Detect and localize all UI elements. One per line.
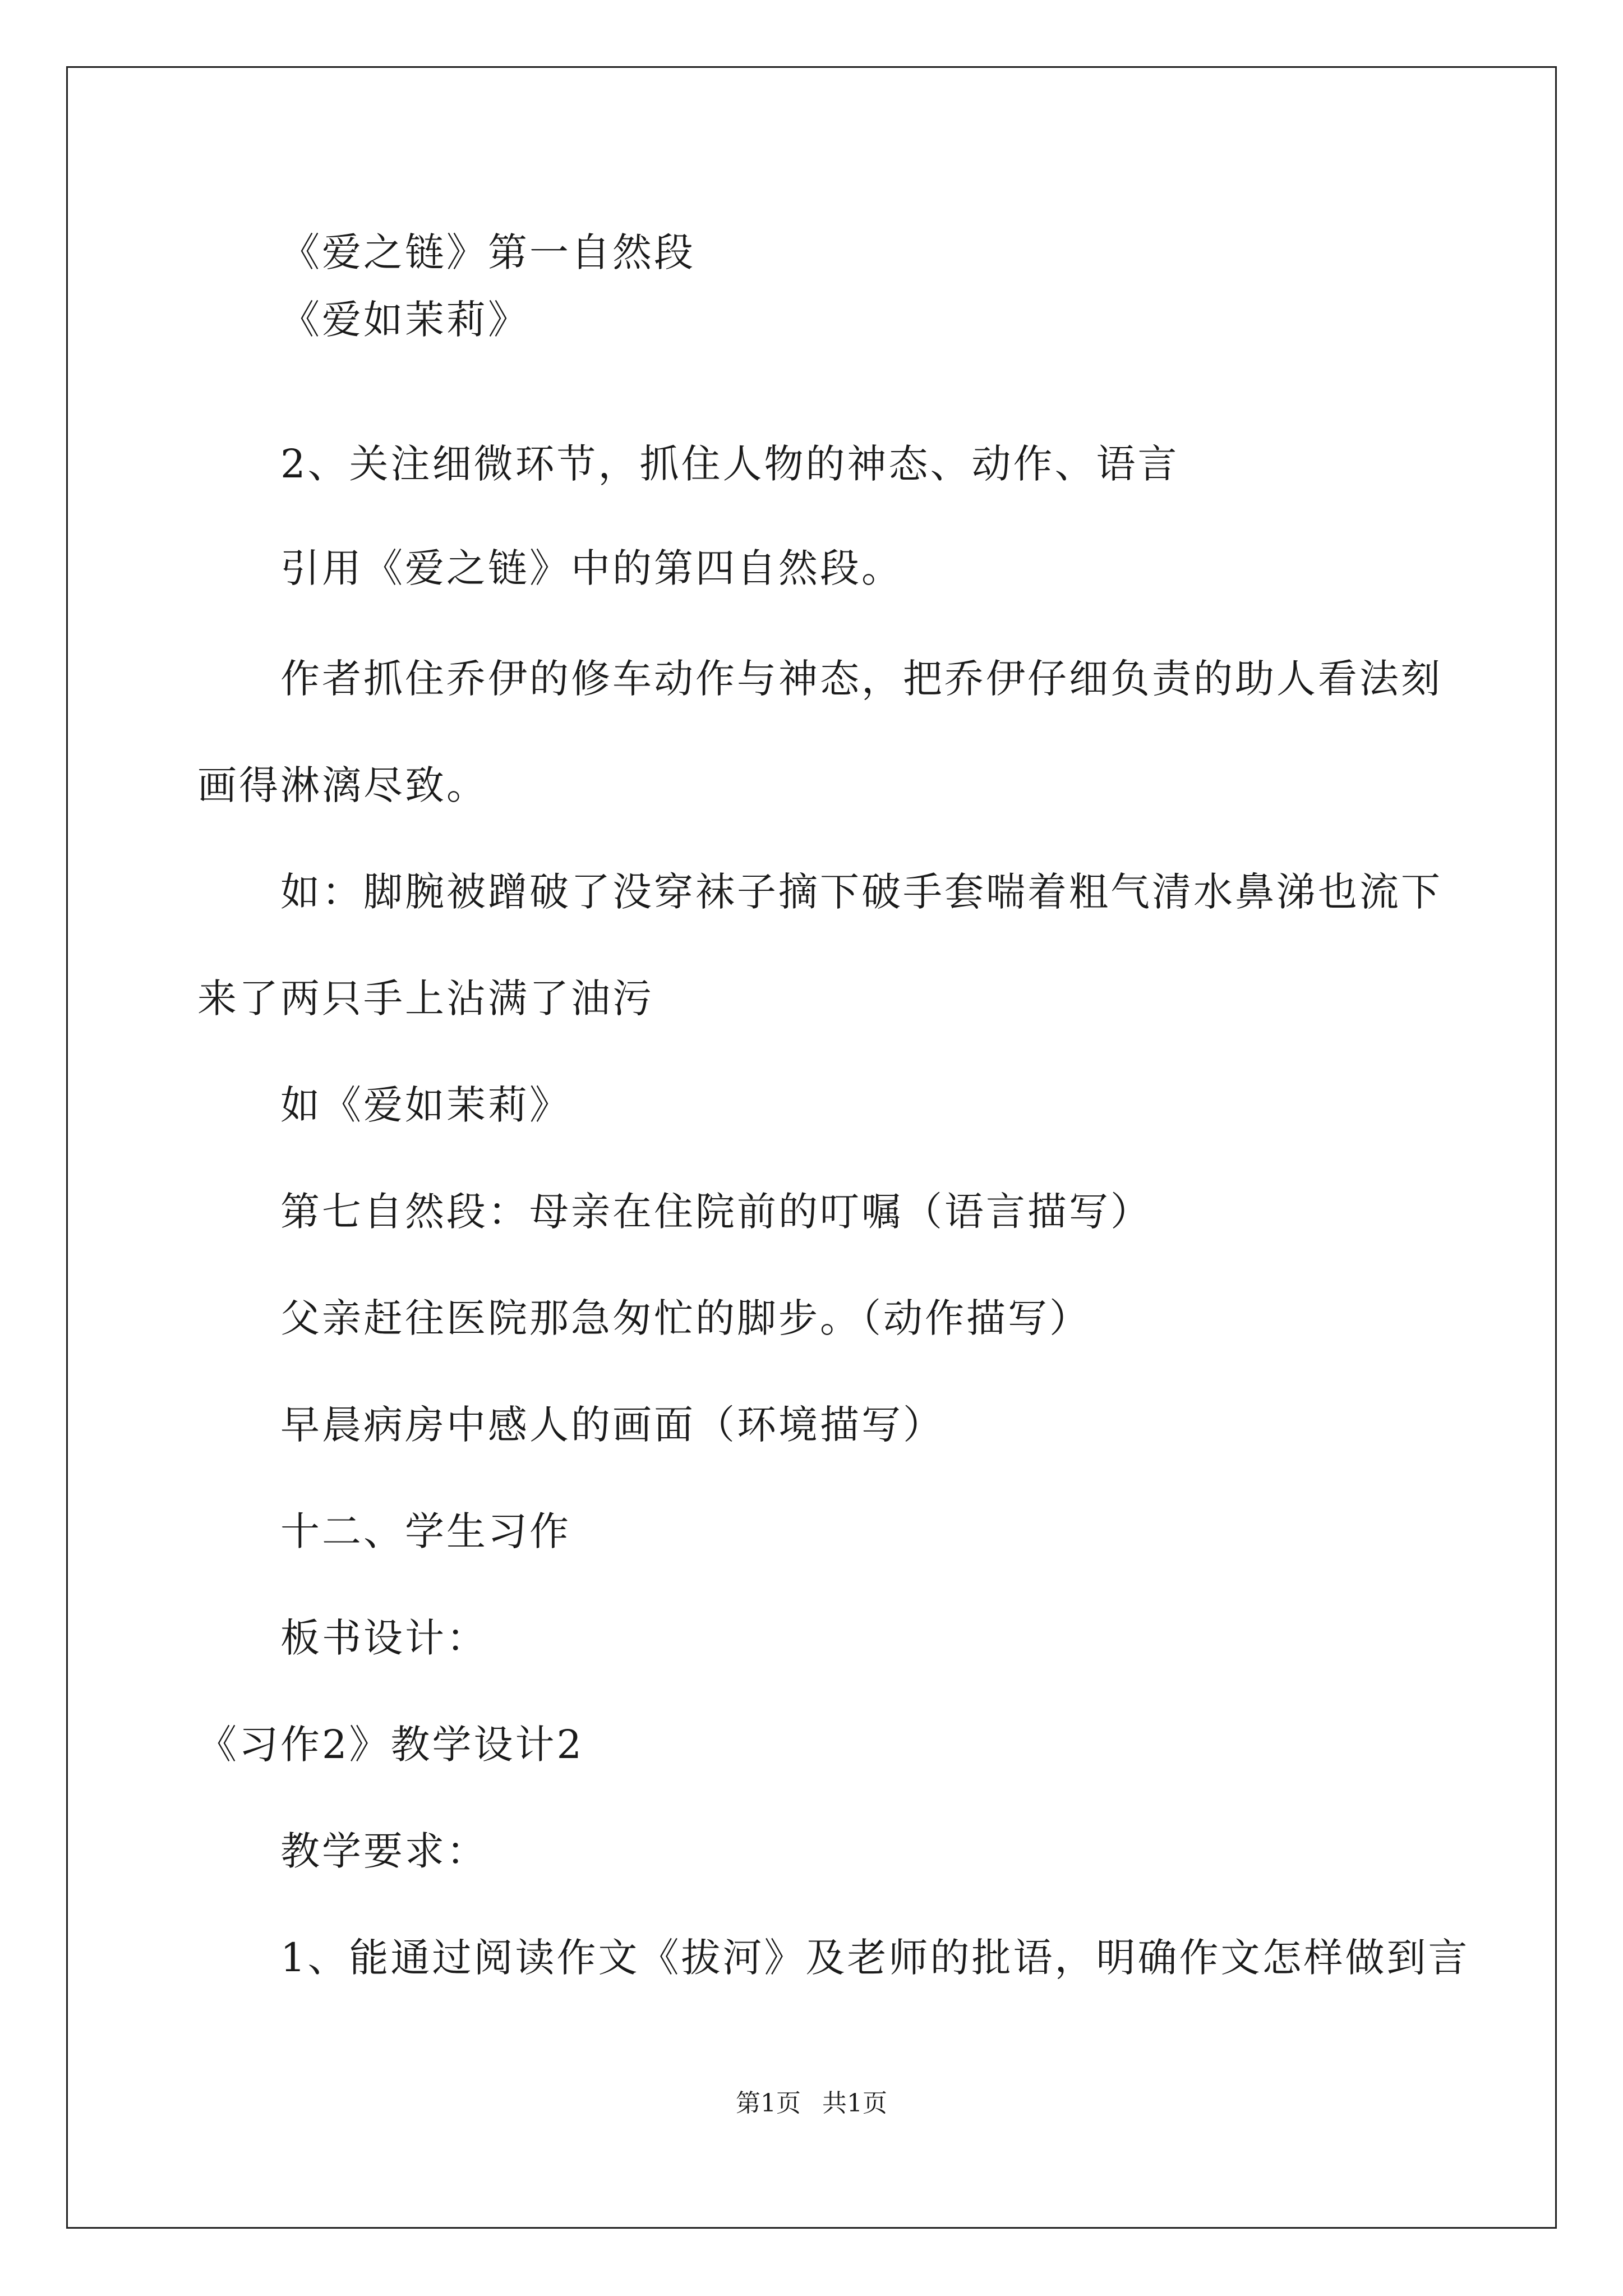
page-number: 第1页 [736, 2089, 801, 2118]
paragraph: 1、能通过阅读作文《拔河》及老师的批语，明确作文怎样做到言 [280, 1935, 1470, 1981]
page-border [66, 66, 1557, 2229]
paragraph: 第七自然段：母亲在住院前的叮嘱（语言描写） [280, 1189, 1152, 1235]
paragraph: 《爱如茉莉》 [280, 297, 529, 343]
page-footer [0, 2087, 1623, 2120]
section-heading: 《习作2》教学设计2 [197, 1722, 584, 1768]
paragraph: 早晨病房中感人的画面（环境描写） [280, 1402, 944, 1448]
paragraph: 《爱之链》第一自然段 [280, 229, 695, 275]
paragraph: 如：脚腕被蹭破了没穿袜子摘下破手套喘着粗气清水鼻涕也流下 [280, 869, 1442, 915]
paragraph: 父亲赶往医院那急匆忙的脚步。（动作描写） [280, 1295, 1091, 1341]
paragraph: 引用《爱之链》中的第四自然段。 [280, 545, 903, 591]
page-total: 共1页 [822, 2089, 887, 2118]
paragraph: 画得淋漓尽致。 [197, 762, 488, 808]
paragraph: 教学要求： [280, 1828, 488, 1874]
paragraph: 板书设计： [280, 1615, 488, 1661]
paragraph: 十二、学生习作 [280, 1508, 571, 1554]
paragraph: 2、关注细微环节，抓住人物的神态、动作、语言 [280, 441, 1179, 487]
paragraph: 如《爱如茉莉》 [280, 1082, 571, 1128]
paragraph: 来了两只手上沾满了油污 [197, 976, 654, 1022]
paragraph: 作者抓住乔伊的修车动作与神态，把乔伊仔细负责的助人看法刻 [280, 656, 1442, 702]
